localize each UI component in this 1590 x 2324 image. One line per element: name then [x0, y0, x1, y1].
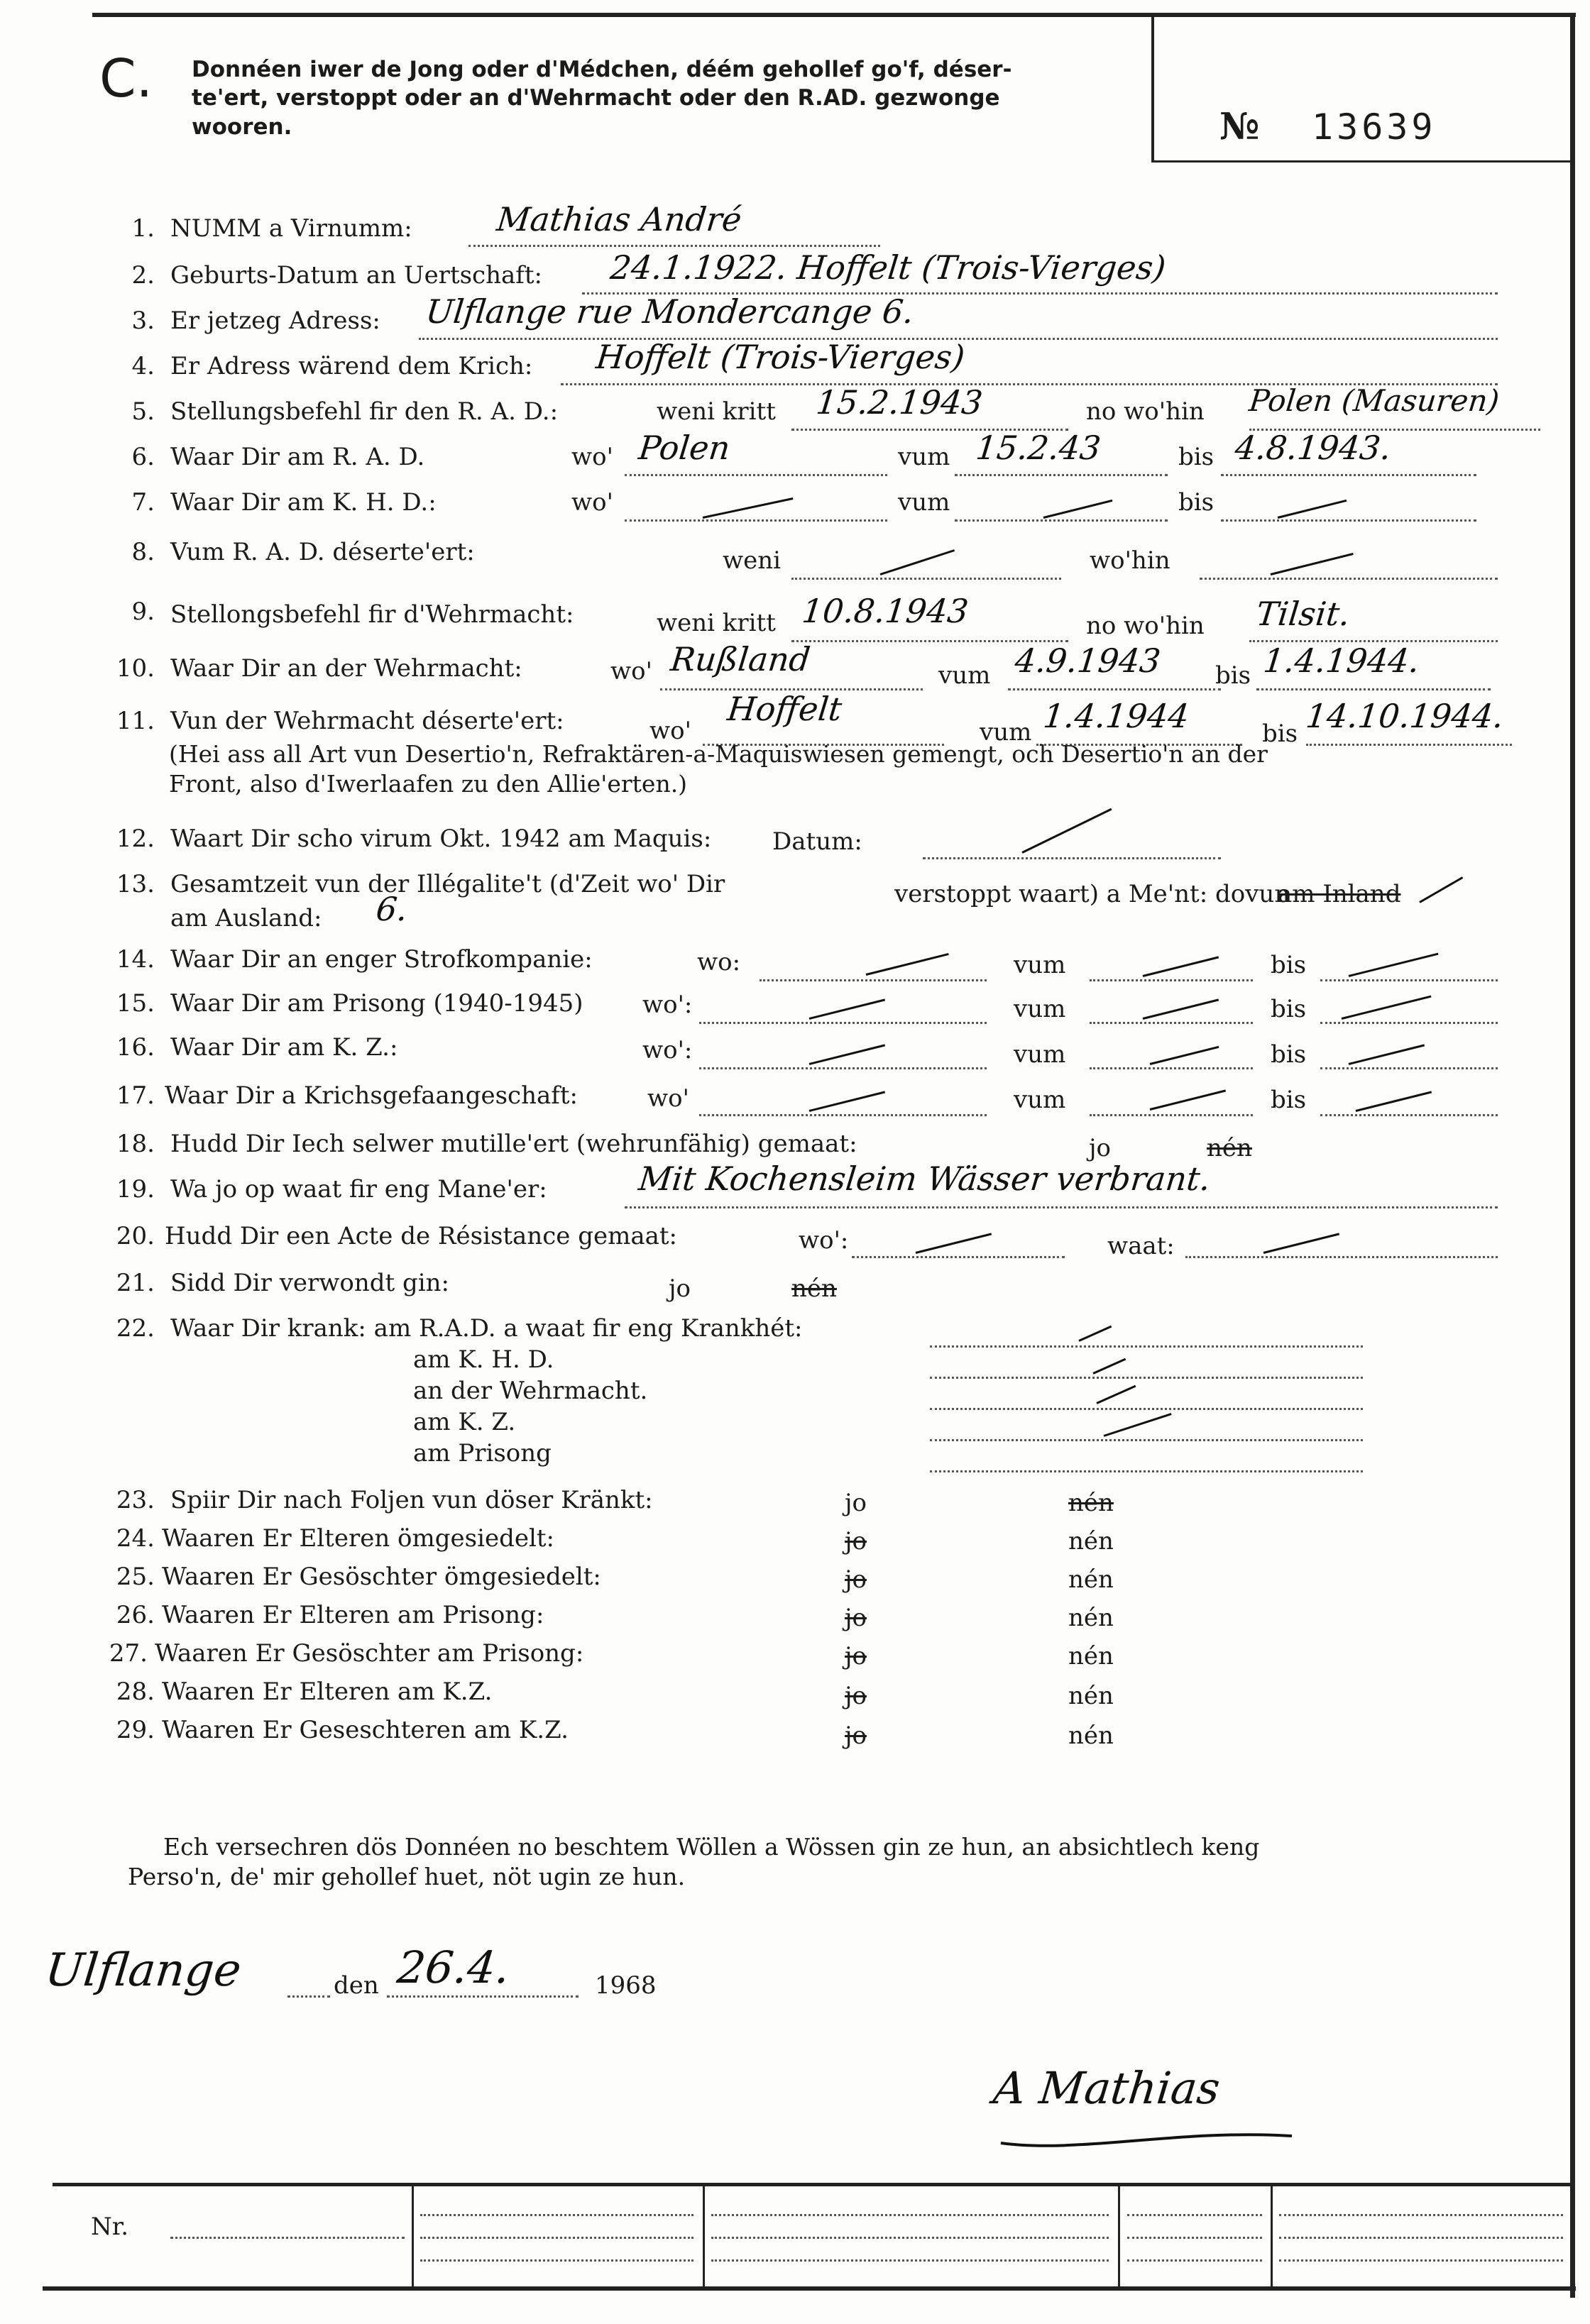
- dotted-line: [699, 1022, 987, 1024]
- wehrmacht-order-date[interactable]: 10.8.1943: [800, 592, 970, 630]
- no-option[interactable]: nén: [1068, 1565, 1114, 1594]
- address-label: Er jetzeg Adress:: [170, 307, 380, 335]
- blank-dash: [1021, 808, 1112, 854]
- row-number: 21.: [116, 1269, 155, 1297]
- row-number: 8.: [131, 538, 155, 566]
- dotted-line: [791, 578, 1061, 580]
- row-number: 1.: [131, 214, 155, 243]
- dotted-line: [1221, 474, 1476, 476]
- prison-label: Waar Dir am Prisong (1940-1945): [170, 989, 583, 1018]
- wehrmacht-order-where[interactable]: Tilsit.: [1254, 595, 1352, 633]
- where-label: wo': [647, 1084, 689, 1113]
- dotted-line: [625, 474, 887, 476]
- table-dotted-line: [1127, 2259, 1262, 2262]
- dotted-line: [955, 474, 1168, 476]
- sick-label: Waar Dir krank: am R.A.D. a waat fir eng Krankhét:: [170, 1314, 803, 1343]
- table-dotted-line: [420, 2259, 693, 2262]
- yes-option[interactable]: jo: [845, 1682, 867, 1710]
- illegality-label: Gesamtzeit vun der Illégalite't (d'Zeit wo' Dir: [170, 870, 725, 898]
- right-border: [1570, 13, 1575, 2298]
- resistance-label: Hudd Dir een Acte de Résistance gemaat:: [165, 1222, 677, 1250]
- siblings-kz-label: Waaren Er Geseschteren am K.Z.: [162, 1716, 569, 1744]
- sick-khd-label: am K. H. D.: [413, 1345, 554, 1374]
- row-number: 5.: [131, 397, 155, 426]
- dotted-line: [1256, 688, 1491, 690]
- form-title-line3: wooren.: [192, 114, 292, 140]
- blank-dash: [1349, 953, 1439, 977]
- form-number: 13639: [1312, 106, 1437, 148]
- rad-from[interactable]: 15.2.43: [974, 429, 1103, 467]
- abroad-label: am Ausland:: [170, 904, 322, 932]
- no-option[interactable]: nén: [1068, 1527, 1114, 1555]
- dotted-line: [1090, 1022, 1253, 1024]
- desertion-from[interactable]: 1.4.1944: [1041, 697, 1191, 735]
- blank-dash: [1078, 1326, 1112, 1342]
- blank-dash: [1271, 553, 1354, 576]
- row-number: 12.: [116, 825, 155, 853]
- blank-dash: [1349, 1044, 1425, 1065]
- row-number: 10.: [116, 654, 155, 683]
- dotted-line: [1320, 979, 1498, 981]
- blank-dash: [1143, 956, 1219, 977]
- siblings-prison-label: Waaren Er Gesöschter am Prisong:: [155, 1639, 584, 1668]
- row-number: 28.: [116, 1678, 155, 1706]
- dotted-line: [1008, 688, 1221, 690]
- rad-order-date[interactable]: 15.2.1943: [814, 383, 985, 422]
- row-number: 24.: [116, 1524, 155, 1553]
- from-label: vum: [938, 661, 991, 690]
- wounded-label: Sidd Dir verwondt gin:: [170, 1269, 449, 1297]
- desertion-note: [169, 739, 1532, 799]
- punishment-company-label: Waar Dir an enger Strofkompanie:: [170, 945, 593, 974]
- signature[interactable]: A Mathias: [991, 2062, 1223, 2114]
- dotted-line: [1090, 1067, 1253, 1069]
- address-value[interactable]: Ulflange rue Mondercange 6.: [424, 292, 916, 331]
- row-number: 16.: [116, 1033, 155, 1062]
- den-label: den: [334, 1971, 379, 2000]
- table-col-rule: [1118, 2186, 1120, 2289]
- table-dotted-line: [711, 2214, 1109, 2216]
- blank-dash: [916, 1233, 992, 1254]
- row-number: 17.: [116, 1081, 155, 1110]
- dotted-line: [287, 1995, 330, 1998]
- until-label: bis: [1262, 720, 1298, 748]
- table-dotted-line: [1279, 2259, 1563, 2262]
- kz-label: Waar Dir am K. Z.:: [170, 1033, 398, 1062]
- blank-dash: [1092, 1358, 1126, 1375]
- from-label: vum: [898, 443, 950, 471]
- row-number: 26.: [116, 1601, 155, 1629]
- blank-dash: [880, 549, 955, 576]
- rad-desertion-label: Vum R. A. D. déserte'ert:: [170, 538, 475, 566]
- until-label: bis: [1178, 488, 1215, 517]
- sick-kz-label: am K. Z.: [413, 1408, 516, 1436]
- wehrmacht-label: Waar Dir an der Wehrmacht:: [170, 654, 522, 683]
- birth-label: Geburts-Datum an Uertschaft:: [170, 261, 542, 290]
- pow-label: Waar Dir a Krichsgefaangeschaft:: [165, 1081, 578, 1110]
- signature-flourish: [994, 2115, 1306, 2164]
- table-col-rule: [703, 2186, 705, 2289]
- dotted-line: [1090, 1114, 1253, 1116]
- where-to-label: wo'hin: [1090, 546, 1170, 575]
- no-option[interactable]: nén: [1068, 1604, 1114, 1632]
- yes-option[interactable]: jo: [845, 1565, 867, 1594]
- until-label: bis: [1215, 661, 1251, 690]
- declaration: [128, 1832, 1519, 1892]
- declaration-line2: Perso'n, de' mir gehollef huet, nöt ugin ze hun.: [128, 1863, 686, 1891]
- row-number: 3.: [131, 307, 155, 335]
- where-label: no wo'hin: [1086, 612, 1205, 640]
- blank-dash: [809, 998, 885, 1020]
- table-top-rule: [53, 2183, 1570, 2186]
- parents-prison-label: Waaren Er Elteren am Prisong:: [162, 1601, 544, 1629]
- section-letter: C.: [99, 48, 153, 109]
- table-dotted-line: [420, 2237, 693, 2239]
- header-number-rule: [1151, 160, 1572, 163]
- dotted-line: [930, 1377, 1363, 1379]
- parents-kz-label: Waaren Er Elteren am K.Z.: [162, 1678, 493, 1706]
- nr-dotted-line[interactable]: [170, 2237, 405, 2239]
- signature-place[interactable]: Ulflange: [43, 1944, 244, 1997]
- rad-until[interactable]: 4.8.1943.: [1233, 429, 1393, 467]
- row-number: 29.: [116, 1716, 155, 1744]
- dotted-line: [1320, 1022, 1498, 1024]
- row-number: 18.: [116, 1130, 155, 1158]
- inland-label: am Inland: [1278, 880, 1401, 908]
- no-option[interactable]: nén: [1068, 1642, 1114, 1670]
- where-label: wo':: [799, 1226, 849, 1255]
- name-value[interactable]: Mathias André: [495, 200, 744, 238]
- until-label: bis: [1271, 951, 1307, 979]
- yes-option[interactable]: jo: [669, 1274, 691, 1303]
- table-col-rule: [412, 2186, 414, 2289]
- no-option[interactable]: nén: [1207, 1134, 1252, 1162]
- table-dotted-line: [1279, 2214, 1563, 2216]
- blank-dash: [1150, 1046, 1219, 1065]
- form-title-line2: te'ert, verstoppt oder an d'Wehrmacht oder den R.AD. gezwonge: [192, 85, 1000, 111]
- table-dotted-line: [711, 2237, 1109, 2239]
- row-number: 20.: [116, 1222, 155, 1250]
- blank-dash: [1104, 1413, 1172, 1437]
- where-label: wo':: [642, 991, 693, 1019]
- from-label: vum: [1014, 1086, 1066, 1114]
- dotted-line: [699, 1067, 987, 1069]
- until-label: bis: [1271, 995, 1307, 1023]
- what-label: waat:: [1107, 1232, 1175, 1260]
- blank-dash: [1096, 1385, 1136, 1404]
- row-number: 22.: [116, 1314, 155, 1343]
- where-label: wo':: [642, 1036, 693, 1064]
- dotted-line: [699, 1114, 987, 1116]
- top-border: [92, 13, 1576, 17]
- birth-value[interactable]: 24.1.1922. Hoffelt (Trois-Vierges): [608, 248, 1168, 287]
- blank-dash: [1263, 1233, 1339, 1254]
- row-number: 7.: [131, 488, 155, 517]
- until-label: bis: [1178, 443, 1215, 471]
- until-label: bis: [1271, 1086, 1307, 1114]
- table-dotted-line: [1127, 2237, 1262, 2239]
- desertion-until[interactable]: 14.10.1944.: [1304, 697, 1506, 735]
- wehrmacht-order-label: Stellongsbefehl fir d'Wehrmacht:: [170, 600, 574, 629]
- yes-option[interactable]: jo: [845, 1722, 867, 1750]
- no-option[interactable]: nén: [1068, 1489, 1114, 1517]
- desertion-note-line2: Front, also d'Iwerlaafen zu den Allie'erten.): [169, 770, 688, 798]
- blank-dash: [1278, 500, 1347, 519]
- signature-date[interactable]: 26.4.: [395, 1942, 512, 1993]
- blank-dash: [1342, 996, 1432, 1020]
- date-label: Datum:: [772, 827, 862, 856]
- dotted-line: [930, 1345, 1363, 1348]
- row-number: 9.: [131, 597, 155, 626]
- row-number: 2.: [131, 261, 155, 290]
- no-option[interactable]: nén: [791, 1274, 837, 1303]
- blank-dash: [1043, 500, 1113, 519]
- row-number: 13.: [116, 870, 155, 898]
- where-label: wo': [571, 443, 613, 471]
- blank-dash: [1150, 1089, 1226, 1111]
- war-address-value[interactable]: Hoffelt (Trois-Vierges): [594, 338, 967, 376]
- blank-dash: [1356, 1091, 1432, 1112]
- row-number: 14.: [116, 945, 155, 974]
- form-title: [192, 55, 1122, 141]
- when-label: weni kritt: [657, 397, 776, 426]
- dotted-line: [955, 519, 1168, 522]
- bottom-border: [43, 2286, 1576, 2291]
- dotted-line: [1320, 1114, 1498, 1116]
- rad-label: Waar Dir am R. A. D.: [170, 443, 425, 471]
- rad-order-label: Stellungsbefehl fir den R. A. D.:: [170, 397, 559, 426]
- dotted-line: [468, 245, 880, 247]
- year-label: 1968: [595, 1971, 657, 2000]
- method-label: Wa jo op waat fir eng Mane'er:: [170, 1175, 547, 1204]
- dotted-line: [1200, 578, 1498, 580]
- self-mutilation-label: Hudd Dir Iech selwer mutille'ert (wehrunfähig) gemaat:: [170, 1130, 857, 1158]
- sick-prison-label: am Prisong: [413, 1439, 552, 1467]
- table-dotted-line: [1127, 2214, 1262, 2216]
- sequelae-label: Spiir Dir nach Foljen vun döser Kränkt:: [170, 1486, 653, 1514]
- from-label: vum: [1014, 1040, 1066, 1069]
- wehrmacht-from[interactable]: 4.9.1943: [1013, 641, 1163, 680]
- where-label: wo': [649, 717, 691, 745]
- number-sign: №: [1219, 105, 1260, 148]
- dotted-line: [930, 1439, 1363, 1441]
- row-number: 27.: [109, 1639, 148, 1668]
- parents-resettled-label: Waaren Er Elteren ömgesiedelt:: [162, 1524, 554, 1553]
- blank-dash: [1143, 998, 1219, 1020]
- no-option[interactable]: nén: [1068, 1722, 1114, 1750]
- blank-dash: [1419, 876, 1463, 903]
- where-label: wo': [610, 657, 652, 685]
- row-number: 4.: [131, 352, 155, 380]
- where-label: wo': [571, 488, 613, 517]
- blank-dash: [809, 1091, 885, 1112]
- dotted-line: [387, 1995, 579, 1998]
- table-dotted-line: [420, 2214, 693, 2216]
- yes-option[interactable]: jo: [1089, 1134, 1112, 1162]
- blank-dash: [866, 953, 949, 976]
- name-label: NUMM a Virnumm:: [170, 214, 412, 243]
- declaration-line1: Ech versechren dös Donnéen no beschtem Wöllen a Wössen gin ze hun, an absichtlech keng: [163, 1833, 1260, 1861]
- abroad-months[interactable]: 6.: [374, 890, 410, 928]
- table-col-rule: [1271, 2186, 1273, 2289]
- dotted-line: [930, 1408, 1363, 1410]
- row-number: 15.: [116, 989, 155, 1018]
- wehrmacht-until[interactable]: 1.4.1944.: [1261, 641, 1422, 680]
- yes-option[interactable]: jo: [845, 1604, 867, 1632]
- dotted-line: [923, 857, 1221, 859]
- from-label: vum: [980, 718, 1032, 747]
- illegality-label-2: verstoppt waart) a Me'nt: dovun: [894, 880, 1290, 908]
- row-number: 11.: [116, 707, 155, 735]
- row-number: 25.: [116, 1563, 155, 1591]
- maquis-label: Waart Dir scho virum Okt. 1942 am Maquis:: [170, 825, 712, 853]
- row-number: 6.: [131, 443, 155, 471]
- form-title-line1: Donnéen iwer de Jong oder d'Médchen, déém gehollef go'f, déser-: [192, 57, 1012, 82]
- when-label: weni kritt: [657, 609, 776, 637]
- header-divider: [1151, 16, 1154, 161]
- from-label: vum: [1014, 995, 1066, 1023]
- method-value[interactable]: Mit Kochensleim Wässer verbrant.: [637, 1160, 1212, 1198]
- khd-label: Waar Dir am K. H. D.:: [170, 488, 437, 517]
- dotted-line: [760, 979, 987, 981]
- dotted-line: [930, 1470, 1363, 1472]
- dotted-line: [1185, 1256, 1498, 1258]
- dotted-line: [625, 519, 887, 522]
- war-address-label: Er Adress wärend dem Krich:: [170, 352, 533, 380]
- row-number: 23.: [116, 1486, 155, 1514]
- siblings-resettled-label: Waaren Er Gesöschter ömgesiedelt:: [162, 1563, 601, 1591]
- row-number: 19.: [116, 1175, 155, 1204]
- rad-order-where[interactable]: Polen (Masuren): [1247, 383, 1501, 418]
- blank-dash: [809, 1044, 885, 1065]
- sick-wehrmacht-label: an der Wehrmacht.: [413, 1377, 648, 1405]
- yes-option[interactable]: jo: [845, 1642, 867, 1670]
- nr-label: Nr.: [91, 2213, 129, 2241]
- desertion-note-line1: (Hei ass all Art vun Desertio'n, Refraktären-a-Maquiswiesen gemengt, och Desertio'n an der: [169, 740, 1268, 768]
- wehrmacht-where[interactable]: Rußland: [669, 640, 813, 678]
- wehrmacht-desertion-label: Vun der Wehrmacht déserte'ert:: [170, 707, 564, 735]
- yes-option[interactable]: jo: [845, 1489, 867, 1517]
- rad-where[interactable]: Polen: [637, 429, 733, 467]
- where-label: no wo'hin: [1086, 397, 1205, 426]
- yes-option[interactable]: jo: [845, 1527, 867, 1555]
- table-dotted-line: [711, 2259, 1109, 2262]
- from-label: vum: [1014, 951, 1066, 979]
- dotted-line: [625, 1206, 1498, 1208]
- dotted-line: [1090, 979, 1253, 981]
- when-label: weni: [723, 546, 781, 575]
- blank-dash: [703, 497, 794, 519]
- no-option[interactable]: nén: [1068, 1682, 1114, 1710]
- until-label: bis: [1271, 1040, 1307, 1069]
- dotted-line: [1320, 1067, 1498, 1069]
- desertion-where[interactable]: Hoffelt: [725, 690, 844, 728]
- dotted-line: [852, 1256, 1065, 1258]
- dotted-line: [1221, 519, 1476, 522]
- from-label: vum: [898, 488, 950, 517]
- table-dotted-line: [1279, 2237, 1563, 2239]
- where-label: wo:: [697, 948, 741, 976]
